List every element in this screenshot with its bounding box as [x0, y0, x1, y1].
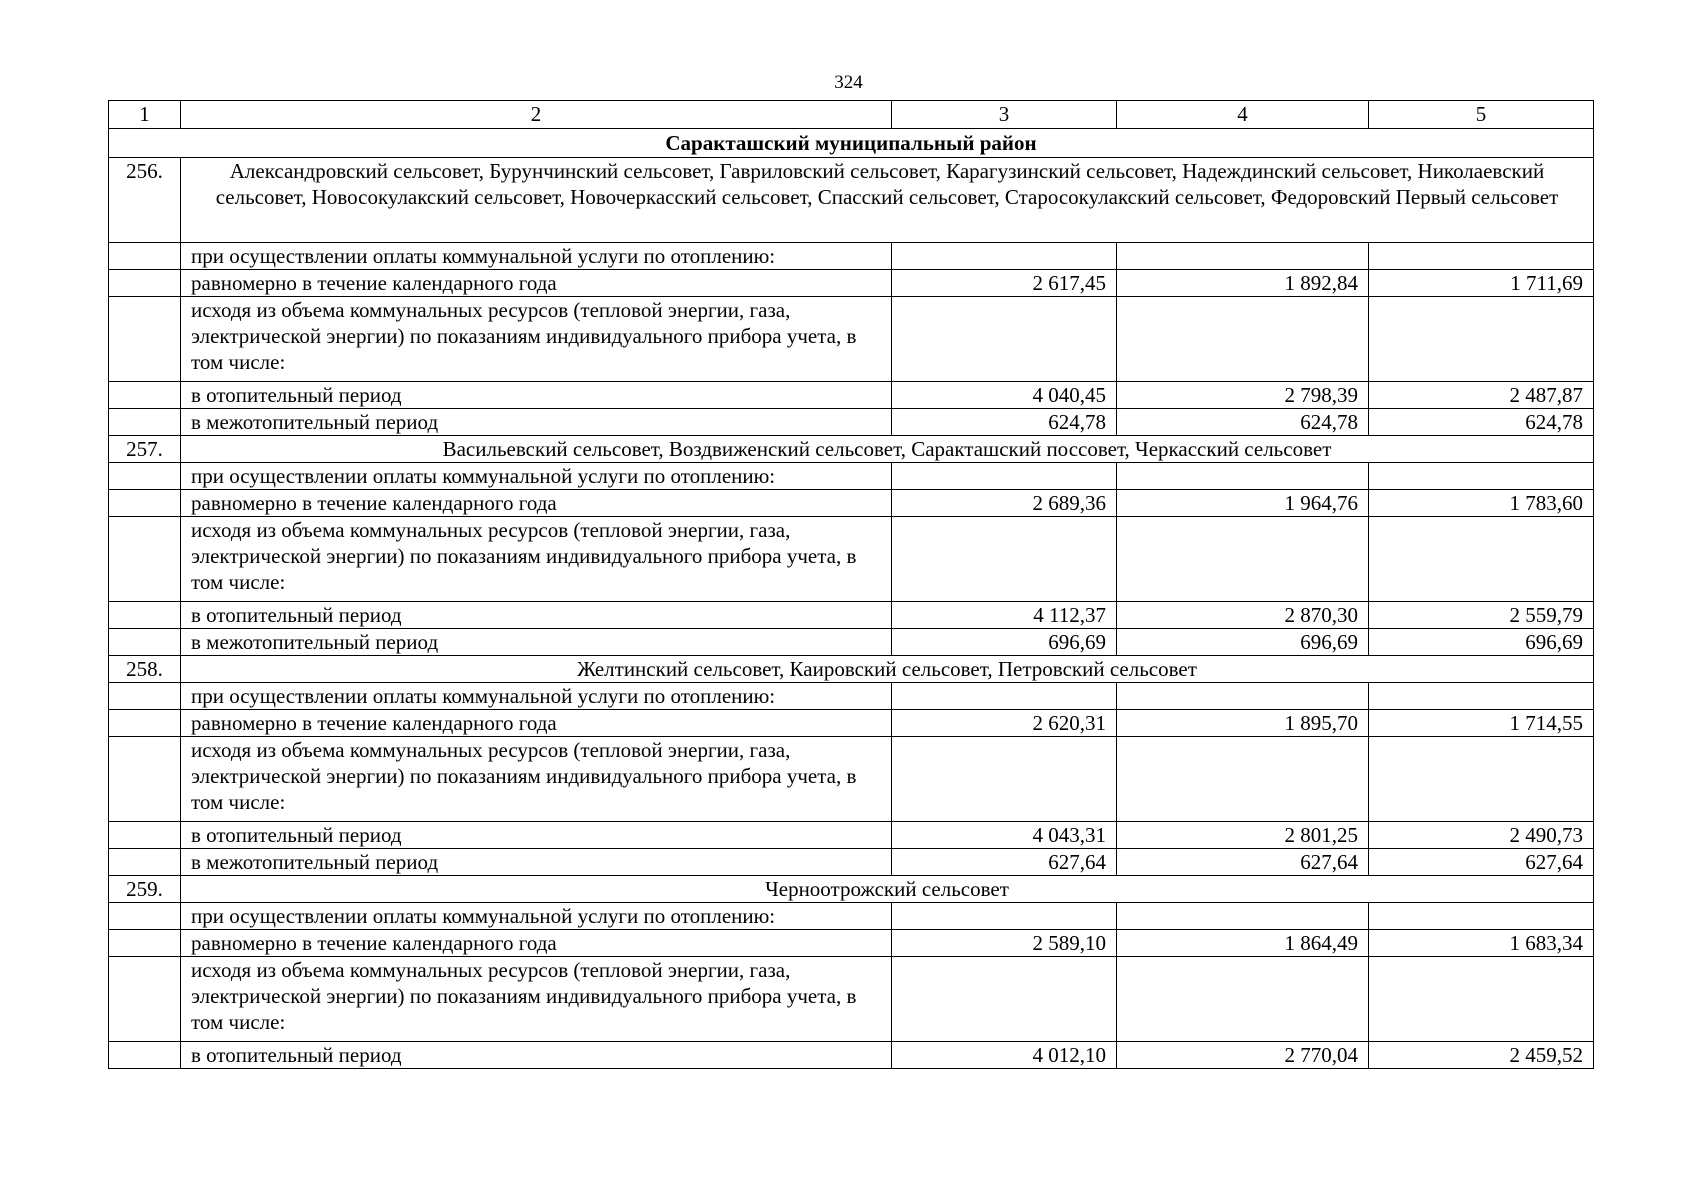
value-cell: 4 112,37: [892, 602, 1117, 629]
empty-cell: [892, 463, 1117, 490]
empty-cell: [109, 243, 181, 270]
value-cell: 627,64: [1369, 849, 1594, 876]
row-label: в отопительный период: [181, 822, 892, 849]
value-cell: 2 589,10: [892, 930, 1117, 957]
empty-cell: [109, 270, 181, 297]
empty-cell: [1117, 243, 1369, 270]
group-number: 257.: [109, 436, 181, 463]
group-number: 256.: [109, 158, 181, 243]
empty-cell: [109, 737, 181, 822]
table-row: [109, 903, 1594, 930]
row-label: в отопительный период: [181, 602, 892, 629]
empty-cell: [1117, 737, 1369, 822]
table-row: [109, 1042, 1594, 1069]
empty-cell: [892, 683, 1117, 710]
column-header: 2: [181, 101, 892, 129]
empty-cell: [109, 602, 181, 629]
tariff-table: [108, 100, 1594, 1069]
row-label: в межотопительный период: [181, 409, 892, 436]
empty-cell: [1117, 463, 1369, 490]
value-cell: 2 798,39: [1117, 382, 1369, 409]
empty-cell: [109, 463, 181, 490]
page-number: 324: [834, 72, 863, 93]
table-row: [109, 382, 1594, 409]
table-row: [109, 517, 1594, 602]
empty-cell: [1117, 297, 1369, 382]
group-header-row: [109, 158, 1594, 243]
value-cell: 2 689,36: [892, 490, 1117, 517]
empty-cell: [109, 957, 181, 1042]
group-title: Васильевский сельсовет, Воздвиженский сельсовет, Саракташский поссовет, Черкасский сельсовет: [181, 436, 1594, 463]
value-cell: 1 892,84: [1117, 270, 1369, 297]
column-header: 4: [1117, 101, 1369, 129]
empty-cell: [109, 629, 181, 656]
value-cell: 1 864,49: [1117, 930, 1369, 957]
empty-cell: [892, 243, 1117, 270]
column-number-header-row: [109, 101, 1594, 129]
value-cell: 696,69: [892, 629, 1117, 656]
value-cell: 4 012,10: [892, 1042, 1117, 1069]
group-header-row: [109, 436, 1594, 463]
value-cell: 2 459,52: [1369, 1042, 1594, 1069]
row-label: исходя из объема коммунальных ресурсов (тепловой энергии, газа, электрической энергии) по показаниям индивидуального прибора учета, в том числе:: [181, 737, 892, 822]
region-row: [109, 129, 1594, 158]
empty-cell: [109, 822, 181, 849]
value-cell: 4 043,31: [892, 822, 1117, 849]
value-cell: 2 801,25: [1117, 822, 1369, 849]
row-label: при осуществлении оплаты коммунальной услуги по отоплению:: [181, 463, 892, 490]
empty-cell: [109, 710, 181, 737]
row-label: при осуществлении оплаты коммунальной услуги по отоплению:: [181, 903, 892, 930]
empty-cell: [1369, 297, 1594, 382]
empty-cell: [1369, 517, 1594, 602]
value-cell: 2 559,79: [1369, 602, 1594, 629]
value-cell: 2 620,31: [892, 710, 1117, 737]
value-cell: 2 770,04: [1117, 1042, 1369, 1069]
region-title: Саракташский муниципальный район: [109, 129, 1594, 158]
value-cell: 624,78: [1369, 409, 1594, 436]
value-cell: 4 040,45: [892, 382, 1117, 409]
table-row: [109, 463, 1594, 490]
row-label: равномерно в течение календарного года: [181, 710, 892, 737]
value-cell: 1 683,34: [1369, 930, 1594, 957]
value-cell: 1 714,55: [1369, 710, 1594, 737]
value-cell: 2 870,30: [1117, 602, 1369, 629]
value-cell: 627,64: [892, 849, 1117, 876]
row-label: исходя из объема коммунальных ресурсов (тепловой энергии, газа, электрической энергии) по показаниям индивидуального прибора учета, в том числе:: [181, 957, 892, 1042]
empty-cell: [1369, 903, 1594, 930]
empty-cell: [109, 490, 181, 517]
table-row: [109, 490, 1594, 517]
empty-cell: [1369, 737, 1594, 822]
group-number: 259.: [109, 876, 181, 903]
empty-cell: [109, 1042, 181, 1069]
empty-cell: [109, 409, 181, 436]
table-row: [109, 957, 1594, 1042]
value-cell: 624,78: [1117, 409, 1369, 436]
group-header-row: [109, 656, 1594, 683]
value-cell: 696,69: [1369, 629, 1594, 656]
empty-cell: [109, 849, 181, 876]
row-label: исходя из объема коммунальных ресурсов (тепловой энергии, газа, электрической энергии) по показаниям индивидуального прибора учета, в том числе:: [181, 297, 892, 382]
table-row: [109, 710, 1594, 737]
value-cell: 624,78: [892, 409, 1117, 436]
table-row: [109, 270, 1594, 297]
table-row: [109, 602, 1594, 629]
table-row: [109, 737, 1594, 822]
row-label: равномерно в течение календарного года: [181, 930, 892, 957]
value-cell: 627,64: [1117, 849, 1369, 876]
table-row: [109, 409, 1594, 436]
row-label: в межотопительный период: [181, 849, 892, 876]
column-header: 1: [109, 101, 181, 129]
table-row: [109, 243, 1594, 270]
table-row: [109, 683, 1594, 710]
row-label: равномерно в течение календарного года: [181, 490, 892, 517]
value-cell: 696,69: [1117, 629, 1369, 656]
row-label: при осуществлении оплаты коммунальной услуги по отоплению:: [181, 243, 892, 270]
empty-cell: [1369, 463, 1594, 490]
empty-cell: [1117, 957, 1369, 1042]
empty-cell: [1369, 683, 1594, 710]
row-label: при осуществлении оплаты коммунальной услуги по отоплению:: [181, 683, 892, 710]
column-header: 3: [892, 101, 1117, 129]
group-number: 258.: [109, 656, 181, 683]
empty-cell: [109, 297, 181, 382]
value-cell: 2 490,73: [1369, 822, 1594, 849]
value-cell: 1 783,60: [1369, 490, 1594, 517]
empty-cell: [109, 382, 181, 409]
row-label: в отопительный период: [181, 1042, 892, 1069]
row-label: в отопительный период: [181, 382, 892, 409]
empty-cell: [1369, 243, 1594, 270]
empty-cell: [109, 903, 181, 930]
empty-cell: [1117, 517, 1369, 602]
table-row: [109, 297, 1594, 382]
group-title: Черноотрожский сельсовет: [181, 876, 1594, 903]
empty-cell: [109, 683, 181, 710]
empty-cell: [892, 517, 1117, 602]
table-row: [109, 930, 1594, 957]
row-label: равномерно в течение календарного года: [181, 270, 892, 297]
group-title: Александровский сельсовет, Бурунчинский сельсовет, Гавриловский сельсовет, Карагузинский сельсовет, Надеждинский сельсовет, Николаевский сельсовет, Новосокулакский сельсовет, Новочеркасский сельсовет, Спасский сельсовет, Старосокулакский сельсовет, Федоровский Первый сельсовет: [181, 158, 1594, 243]
empty-cell: [892, 297, 1117, 382]
group-title: Желтинский сельсовет, Каировский сельсовет, Петровский сельсовет: [181, 656, 1594, 683]
group-header-row: [109, 876, 1594, 903]
value-cell: 1 711,69: [1369, 270, 1594, 297]
value-cell: 1 895,70: [1117, 710, 1369, 737]
row-label: исходя из объема коммунальных ресурсов (тепловой энергии, газа, электрической энергии) по показаниям индивидуального прибора учета, в том числе:: [181, 517, 892, 602]
row-label: в межотопительный период: [181, 629, 892, 656]
empty-cell: [109, 930, 181, 957]
empty-cell: [892, 957, 1117, 1042]
empty-cell: [1369, 957, 1594, 1042]
empty-cell: [1117, 903, 1369, 930]
value-cell: 1 964,76: [1117, 490, 1369, 517]
empty-cell: [892, 903, 1117, 930]
table-row: [109, 822, 1594, 849]
value-cell: 2 617,45: [892, 270, 1117, 297]
empty-cell: [1117, 683, 1369, 710]
empty-cell: [109, 517, 181, 602]
empty-cell: [892, 737, 1117, 822]
column-header: 5: [1369, 101, 1594, 129]
table-row: [109, 849, 1594, 876]
value-cell: 2 487,87: [1369, 382, 1594, 409]
table-row: [109, 629, 1594, 656]
